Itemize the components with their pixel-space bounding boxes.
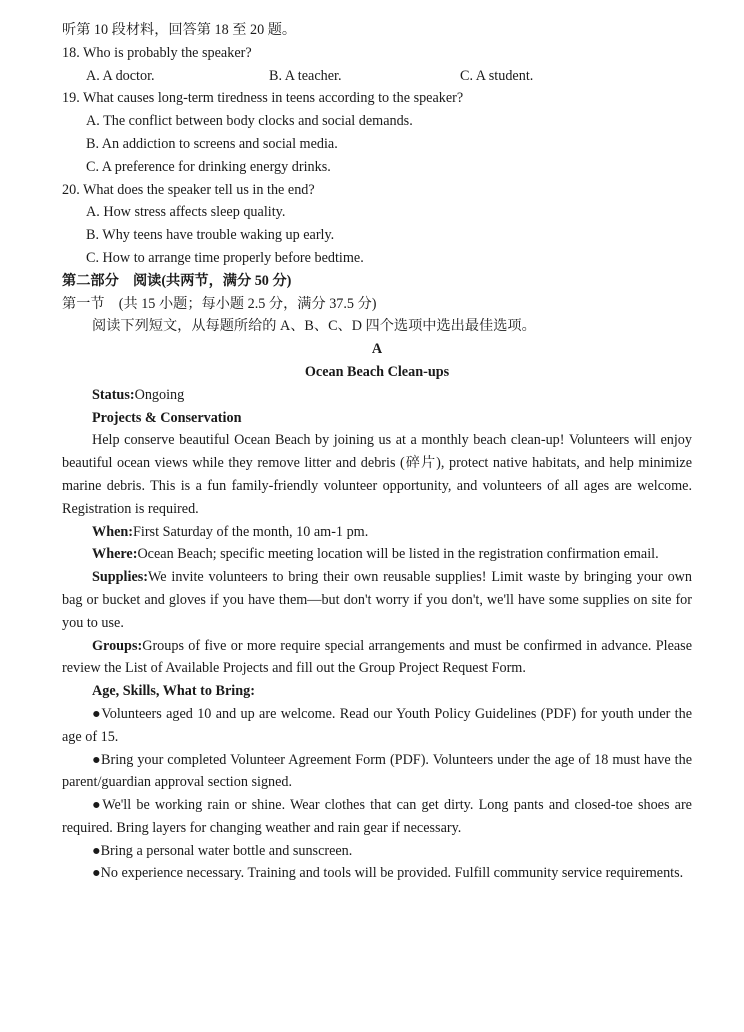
status-value: Ongoing: [134, 386, 185, 403]
status-line: [62, 384, 692, 407]
part-title: 第二部分 阅读(共两节，满分 50 分): [62, 272, 292, 289]
groups-label: Groups:: [92, 637, 143, 654]
section-title: 第一节 (共 15 小题；每小题 2.5 分，满分 37.5 分): [62, 295, 377, 312]
bullet-icon: ●: [92, 842, 101, 859]
groups-value: Groups of five or more require special arrangements and must be confirmed in advance. Please review the List of Available Projects and fill out the Group Project Request Form.: [62, 637, 692, 677]
age-heading: Age, Skills, What to Bring:: [92, 683, 255, 700]
question-18-options: [62, 65, 692, 88]
option-b: B. Why teens have trouble waking up early.: [86, 227, 335, 244]
listening-instruction: 听第 10 段材料，回答第 18 至 20 题。: [62, 22, 297, 38]
option-b: B. An addiction to screens and social media.: [86, 135, 338, 152]
projects-heading: Projects & Conservation: [92, 409, 242, 426]
question-20-stem: 20. What does the speaker tell us in the end?: [62, 181, 315, 198]
option-c: C. A preference for drinking energy drinks.: [86, 158, 331, 175]
where-label: Where:: [92, 546, 138, 563]
when-label: When:: [92, 523, 133, 540]
supplies-label: Supplies:: [92, 569, 148, 586]
when-value: First Saturday of the month, 10 am-1 pm.: [133, 523, 369, 540]
option-b: B. A teacher.: [269, 67, 342, 84]
intro-paragraph: Help conserve beautiful Ocean Beach by joining us at a monthly beach clean-up! Volunteers will enjoy beautiful ocean views while they remove litter and debris (碎片), protect native habitats, and help minimize marine debris. This is a fun family-friendly volunteer opportunity, and volunteers of all ages are welcome. Registration is required.: [62, 432, 692, 517]
status-label: Status:: [92, 386, 135, 403]
option-c: C. A student.: [460, 67, 534, 84]
bullet-icon: ●: [92, 865, 101, 882]
bullet-item: ●Volunteers aged 10 and up are welcome. Read our Youth Policy Guidelines (PDF) for youth under the age of 15.: [62, 705, 692, 745]
bullet-item: ●We'll be working rain or shine. Wear clothes that can get dirty. Long pants and closed-toe shoes are required. Bring layers for changing weather and rain gear if necessary.: [62, 797, 692, 836]
question-19-stem: 19. What causes long-term tiredness in teens according to the speaker?: [62, 90, 464, 107]
passage-letter: A: [371, 341, 383, 358]
option-a: A. The conflict between body clocks and social demands.: [86, 113, 413, 130]
option-c: C. How to arrange time properly before bedtime.: [86, 249, 364, 266]
when-paragraph: [62, 521, 692, 544]
option-a: A. A doctor.: [86, 67, 155, 84]
bullet-item: ●No experience necessary. Training and tools will be provided. Fulfill community service requirements.: [92, 865, 684, 882]
option-a: A. How stress affects sleep quality.: [86, 204, 286, 221]
passage-title: Ocean Beach Clean-ups: [304, 363, 450, 380]
bullet-icon: ●: [92, 751, 102, 768]
question-18-stem: 18. Who is probably the speaker?: [62, 44, 252, 61]
where-paragraph: [62, 543, 692, 566]
bullet-icon: ●: [92, 705, 102, 722]
reading-instruction: 阅读下列短文，从每题所给的 A、B、C、D 四个选项中选出最佳选项。: [92, 318, 536, 335]
where-value: Ocean Beach; specific meeting location will be listed in the registration confirmation email.: [137, 546, 659, 563]
supplies-paragraph: [62, 566, 692, 634]
bullet-icon: ●: [92, 797, 103, 814]
exam-page: [62, 19, 692, 885]
supplies-value: We invite volunteers to bring their own reusable supplies! Limit waste by bringing your own bag or bucket and gloves if you have them—but don't worry if you don't, we'll have some supplies on site for you to use.: [62, 569, 692, 631]
bullet-item: ●Bring your completed Volunteer Agreement Form (PDF). Volunteers under the age of 18 must have the parent/guardian approval section signed.: [62, 751, 693, 791]
bullet-item: ●Bring a personal water bottle and sunscreen.: [92, 842, 353, 859]
groups-paragraph: [62, 635, 692, 681]
